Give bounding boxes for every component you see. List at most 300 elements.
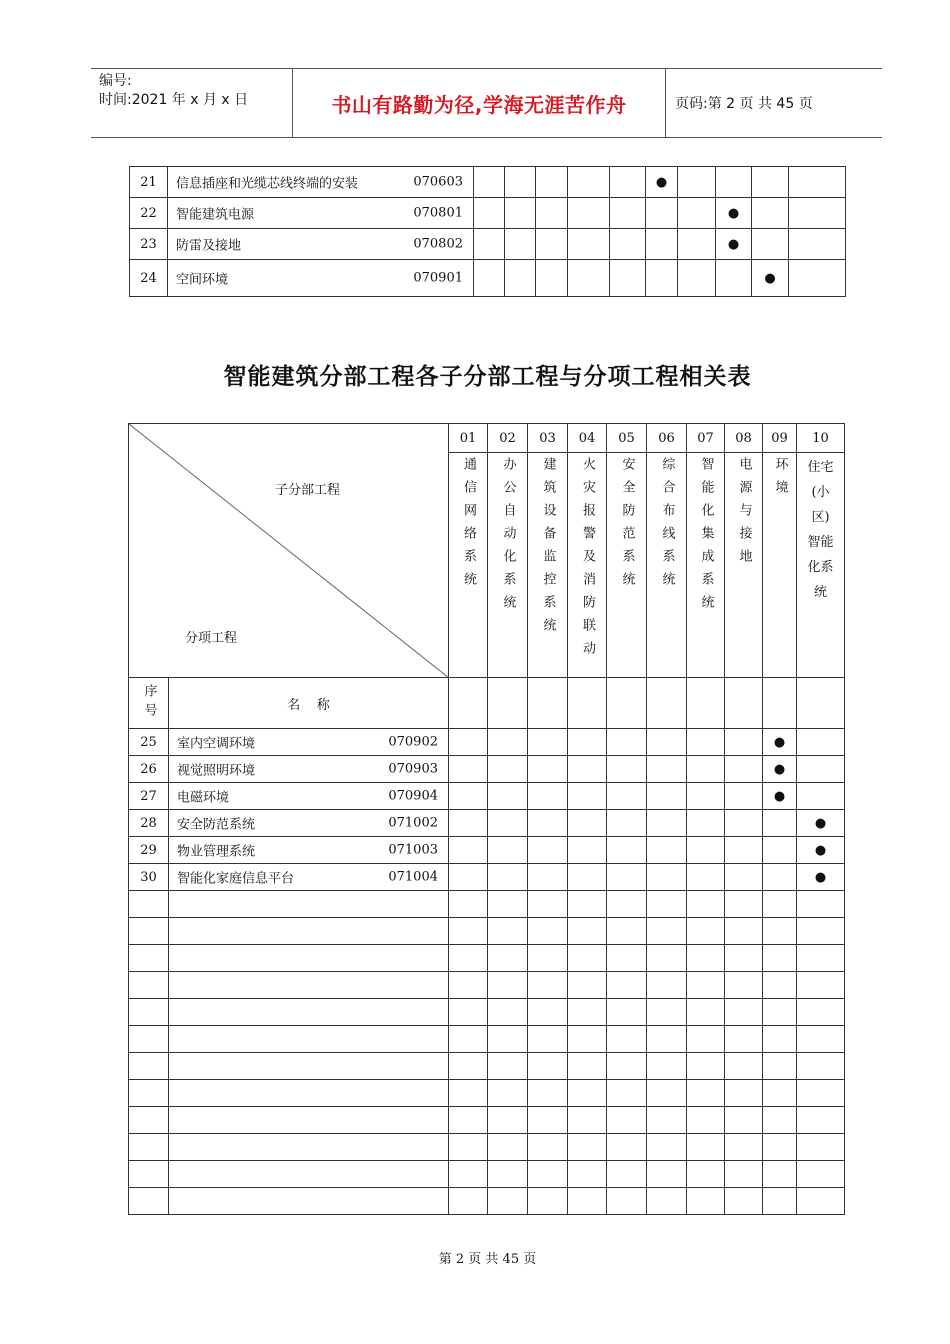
empty-cell (607, 1107, 647, 1134)
empty-cell (725, 1161, 763, 1188)
empty-cell (488, 1080, 528, 1107)
table-row (129, 729, 845, 756)
col-num: 07 (687, 424, 725, 453)
empty-cell (647, 1188, 687, 1215)
empty-cell (687, 891, 725, 918)
empty-cell (687, 1053, 725, 1080)
empty-cell (169, 972, 449, 999)
col-label: 安全防范系统 (607, 453, 647, 678)
row-name-cell (169, 729, 449, 756)
row-name: 物业管理系统 (177, 844, 256, 860)
empty-cell (647, 864, 687, 891)
empty-cell (797, 999, 845, 1026)
empty-cell (647, 891, 687, 918)
col-label: 通信网络系统 (449, 453, 488, 678)
empty-cell (568, 1107, 607, 1134)
empty-cell (129, 999, 169, 1026)
empty-cell (568, 999, 607, 1026)
row-number: 29 (129, 837, 169, 864)
empty-cell (488, 1188, 528, 1215)
empty-cell (763, 891, 797, 918)
col-label: 电源与接地 (725, 453, 763, 678)
empty-cell (568, 729, 607, 756)
empty-cell (797, 972, 845, 999)
row-number: 26 (129, 756, 169, 783)
empty-cell (647, 810, 687, 837)
empty-cell (678, 260, 716, 297)
empty-cell (449, 1161, 488, 1188)
empty-cell (797, 1026, 845, 1053)
empty-cell (474, 260, 505, 297)
empty-cell (789, 198, 846, 229)
empty-cell (763, 918, 797, 945)
empty-cell (129, 1161, 169, 1188)
empty-cell (488, 729, 528, 756)
correlation-table (128, 423, 845, 1215)
diagonal-line (129, 424, 449, 678)
empty-cell (687, 729, 725, 756)
empty-cell (488, 810, 528, 837)
empty-cell (474, 167, 505, 198)
row-number: 28 (129, 810, 169, 837)
empty-cell (536, 198, 568, 229)
empty-cell (129, 1080, 169, 1107)
empty-cell (763, 999, 797, 1026)
empty-cell (449, 1053, 488, 1080)
empty-cell (129, 1188, 169, 1215)
empty-cell (647, 1053, 687, 1080)
continued-table (129, 166, 846, 297)
col10-line: 化系 (807, 560, 834, 575)
row-number: 21 (130, 167, 168, 198)
col-label (797, 453, 845, 678)
row-code: 071003 (388, 842, 438, 858)
header-page-label: 页码:第 2 页 共 45 页 (675, 96, 813, 112)
empty-cell (725, 1134, 763, 1161)
empty-cell (797, 1107, 845, 1134)
empty-cell (647, 1134, 687, 1161)
empty-cell (687, 1080, 725, 1107)
empty-cell (568, 198, 610, 229)
empty-cell (610, 198, 646, 229)
empty-cell (752, 167, 789, 198)
empty-cell (449, 891, 488, 918)
row-name: 安全防范系统 (177, 817, 256, 833)
col-label: 建筑设备监控系统 (528, 453, 568, 678)
empty-cell (607, 864, 647, 891)
empty-cell (687, 1026, 725, 1053)
empty-cell (763, 1134, 797, 1161)
empty-cell (607, 1134, 647, 1161)
empty-cell (568, 864, 607, 891)
empty-cell (725, 1188, 763, 1215)
row-name-cell (168, 198, 474, 229)
row-code: 070603 (413, 174, 463, 190)
row-code: 070903 (388, 761, 438, 777)
empty-cell (725, 729, 763, 756)
row-code: 070801 (413, 205, 463, 221)
empty-cell (488, 918, 528, 945)
empty-cell (528, 756, 568, 783)
empty-cell (449, 1026, 488, 1053)
empty-cell (528, 810, 568, 837)
mark-dot: ● (716, 198, 752, 229)
row-code: 070902 (388, 734, 438, 750)
row-name-cell (168, 260, 474, 297)
col-num: 08 (725, 424, 763, 453)
empty-row (129, 1080, 845, 1107)
empty-cell (647, 999, 687, 1026)
empty-cell (568, 1026, 607, 1053)
empty-cell (725, 972, 763, 999)
empty-cell (474, 229, 505, 260)
empty-cell (687, 810, 725, 837)
col-label: 环境 (763, 453, 797, 678)
empty-cell (129, 1026, 169, 1053)
empty-cell (129, 891, 169, 918)
empty-cell (528, 1107, 568, 1134)
empty-cell (763, 972, 797, 999)
empty-cell (607, 918, 647, 945)
empty-cell (568, 1161, 607, 1188)
empty-cell (568, 260, 610, 297)
diagonal-header (129, 424, 449, 678)
mark-dot: ● (763, 756, 797, 783)
empty-cell (725, 864, 763, 891)
empty-cell (647, 1080, 687, 1107)
table-row (129, 864, 845, 891)
empty-cell (725, 837, 763, 864)
empty-cell (687, 945, 725, 972)
mark-dot: ● (797, 864, 845, 891)
empty-cell (528, 864, 568, 891)
mark-dot: ● (716, 229, 752, 260)
empty-cell (449, 810, 488, 837)
empty-cell (797, 945, 845, 972)
empty-cell (488, 972, 528, 999)
empty-cell (607, 1080, 647, 1107)
row-number: 22 (130, 198, 168, 229)
row-name: 视觉照明环境 (177, 763, 256, 779)
col10-line: 住宅 (807, 460, 834, 475)
empty-row (129, 891, 845, 918)
empty-cell (568, 167, 610, 198)
empty-cell (169, 1107, 449, 1134)
serial-label: 编号: (99, 73, 132, 89)
empty-cell (678, 229, 716, 260)
empty-cell (647, 972, 687, 999)
table-row (129, 783, 845, 810)
empty-row (129, 1026, 845, 1053)
row-name-cell (168, 229, 474, 260)
empty-row (129, 1188, 845, 1215)
empty-cell (725, 891, 763, 918)
empty-cell (646, 229, 678, 260)
empty-cell (789, 229, 846, 260)
empty-row (129, 999, 845, 1026)
empty-cell (797, 1161, 845, 1188)
empty-cell (607, 945, 647, 972)
empty-cell (647, 729, 687, 756)
empty-cell (568, 918, 607, 945)
empty-cell (169, 1053, 449, 1080)
empty-cell (568, 837, 607, 864)
empty-cell (725, 756, 763, 783)
empty-cell (687, 918, 725, 945)
empty-cell (129, 1053, 169, 1080)
empty-cell (528, 1080, 568, 1107)
row-code: 071002 (388, 815, 438, 831)
row-code: 070904 (388, 788, 438, 804)
empty-cell (488, 1053, 528, 1080)
empty-cell (449, 783, 488, 810)
empty-cell (488, 864, 528, 891)
row-code: 071004 (388, 869, 438, 885)
empty-cell (763, 864, 797, 891)
empty-cell (607, 1188, 647, 1215)
empty-cell (536, 167, 568, 198)
empty-cell (647, 1107, 687, 1134)
empty-row (129, 945, 845, 972)
empty-cell (169, 891, 449, 918)
empty-cell (687, 1107, 725, 1134)
empty-cell (528, 1026, 568, 1053)
row-name-cell (169, 756, 449, 783)
empty-cell (607, 756, 647, 783)
empty-cell (449, 729, 488, 756)
subsection-label: 子分部工程 (275, 483, 341, 498)
empty-cell (449, 756, 488, 783)
row-code: 070802 (413, 236, 463, 252)
empty-cell (488, 756, 528, 783)
row-name: 信息插座和光缆芯线终端的安装 (176, 176, 359, 192)
empty-cell (449, 918, 488, 945)
empty-cell (568, 1134, 607, 1161)
empty-cell (687, 1188, 725, 1215)
empty-cell (647, 756, 687, 783)
empty-row (129, 1107, 845, 1134)
row-name-cell (169, 864, 449, 891)
row-name-cell (168, 167, 474, 198)
mark-dot: ● (797, 837, 845, 864)
col-num: 05 (607, 424, 647, 453)
table-row (129, 756, 845, 783)
mark-dot: ● (752, 260, 789, 297)
row-name: 防雷及接地 (176, 238, 242, 254)
empty-cell (568, 1080, 607, 1107)
table-title: 智能建筑分部工程各子分部工程与分项工程相关表 (223, 364, 752, 390)
empty-cell (647, 1161, 687, 1188)
empty-cell (687, 783, 725, 810)
empty-cell (725, 1107, 763, 1134)
empty-cell (528, 918, 568, 945)
empty-cell (568, 810, 607, 837)
empty-cell (169, 918, 449, 945)
col-num: 06 (647, 424, 687, 453)
mark-dot: ● (763, 783, 797, 810)
empty-cell (789, 167, 846, 198)
empty-cell (716, 260, 752, 297)
empty-cell (528, 999, 568, 1026)
empty-cell (568, 229, 610, 260)
empty-row (129, 1053, 845, 1080)
empty-cell (678, 198, 716, 229)
mark-dot: ● (763, 729, 797, 756)
empty-row (129, 918, 845, 945)
col10-line: 区) (811, 510, 830, 525)
empty-cell (687, 972, 725, 999)
empty-cell (528, 837, 568, 864)
empty-cell (763, 837, 797, 864)
mark-dot: ● (797, 810, 845, 837)
empty-cell (449, 1080, 488, 1107)
empty-cell (647, 918, 687, 945)
empty-cell (687, 756, 725, 783)
empty-cell (528, 729, 568, 756)
empty-cell (687, 837, 725, 864)
empty-cell (610, 260, 646, 297)
row-name: 室内空调环境 (177, 736, 256, 752)
empty-cell (536, 229, 568, 260)
page-footer: 第 2 页 共 45 页 (438, 1252, 537, 1267)
empty-cell (528, 1161, 568, 1188)
empty-cell (129, 1134, 169, 1161)
col-num: 01 (449, 424, 488, 453)
empty-cell (488, 1026, 528, 1053)
empty-cell (488, 1161, 528, 1188)
row-name-cell (169, 837, 449, 864)
empty-cell (725, 1053, 763, 1080)
empty-cell (505, 229, 536, 260)
empty-cell (449, 999, 488, 1026)
empty-cell (687, 1134, 725, 1161)
empty-cell (752, 198, 789, 229)
name-header: 名 称 (169, 678, 449, 729)
empty-cell (797, 1080, 845, 1107)
empty-cell (568, 1188, 607, 1215)
empty-cell (725, 783, 763, 810)
empty-cell (607, 783, 647, 810)
empty-cell (129, 945, 169, 972)
empty-cell (568, 1053, 607, 1080)
empty-cell (568, 783, 607, 810)
row-number: 30 (129, 864, 169, 891)
empty-cell (488, 1134, 528, 1161)
col-label: 智能化集成系统 (687, 453, 725, 678)
row-number: 23 (130, 229, 168, 260)
empty-cell (647, 1026, 687, 1053)
seq-header: 序号 (129, 678, 169, 729)
empty-cell (716, 167, 752, 198)
col-label: 火灾报警及消防联动 (568, 453, 607, 678)
empty-cell (474, 198, 505, 229)
empty-cell (528, 891, 568, 918)
empty-cell (678, 167, 716, 198)
col-label-10 (797, 453, 844, 605)
empty-cell (528, 1134, 568, 1161)
empty-cell (129, 1107, 169, 1134)
row-name: 空间环境 (176, 272, 229, 288)
empty-cell (752, 229, 789, 260)
empty-cell (169, 1026, 449, 1053)
empty-cell (725, 1080, 763, 1107)
row-name: 智能化家庭信息平台 (177, 871, 295, 887)
col-label: 综合布线系统 (647, 453, 687, 678)
empty-cell (797, 891, 845, 918)
table-row (130, 260, 846, 297)
empty-cell (647, 945, 687, 972)
header-motto: 书山有路勤为径,学海无涯苦作舟 (331, 93, 627, 117)
empty-cell (488, 891, 528, 918)
empty-cell (505, 198, 536, 229)
empty-cell (169, 1188, 449, 1215)
empty-cell (488, 837, 528, 864)
header-divider (665, 69, 666, 137)
empty-cell (169, 1134, 449, 1161)
empty-cell (568, 891, 607, 918)
empty-cell (797, 918, 845, 945)
empty-cell (763, 945, 797, 972)
empty-cell (797, 783, 845, 810)
empty-cell (568, 945, 607, 972)
col-num: 02 (488, 424, 528, 453)
empty-cell (797, 756, 845, 783)
mark-dot: ● (646, 167, 678, 198)
empty-cell (449, 1188, 488, 1215)
empty-cell (536, 260, 568, 297)
empty-cell (763, 1026, 797, 1053)
empty-cell (449, 945, 488, 972)
row-number: 24 (130, 260, 168, 297)
empty-cell (646, 198, 678, 229)
empty-cell (725, 999, 763, 1026)
empty-cell (449, 972, 488, 999)
empty-cell (607, 1026, 647, 1053)
row-name: 电磁环境 (177, 790, 230, 806)
col10-line: (小 (811, 485, 830, 500)
col-num: 10 (797, 424, 845, 453)
col-num: 04 (568, 424, 607, 453)
empty-cell (607, 837, 647, 864)
empty-cell (129, 918, 169, 945)
empty-cell (528, 945, 568, 972)
empty-cell (449, 1134, 488, 1161)
empty-cell (505, 260, 536, 297)
empty-cell (763, 1188, 797, 1215)
col-num: 09 (763, 424, 797, 453)
row-number: 25 (129, 729, 169, 756)
page-header (91, 68, 882, 138)
empty-cell (129, 972, 169, 999)
empty-cell (169, 1161, 449, 1188)
empty-cell (763, 810, 797, 837)
empty-cell (449, 864, 488, 891)
empty-cell (610, 229, 646, 260)
header-meta (99, 72, 248, 110)
empty-cell (725, 945, 763, 972)
table-row (130, 198, 846, 229)
empty-cell (488, 1107, 528, 1134)
col-label: 办公自动化系统 (488, 453, 528, 678)
empty-cell (607, 999, 647, 1026)
empty-cell (763, 1080, 797, 1107)
empty-cell (607, 810, 647, 837)
empty-cell (607, 972, 647, 999)
empty-cell (528, 972, 568, 999)
table-row (129, 837, 845, 864)
col10-line: 统 (813, 585, 827, 600)
empty-cell (528, 783, 568, 810)
